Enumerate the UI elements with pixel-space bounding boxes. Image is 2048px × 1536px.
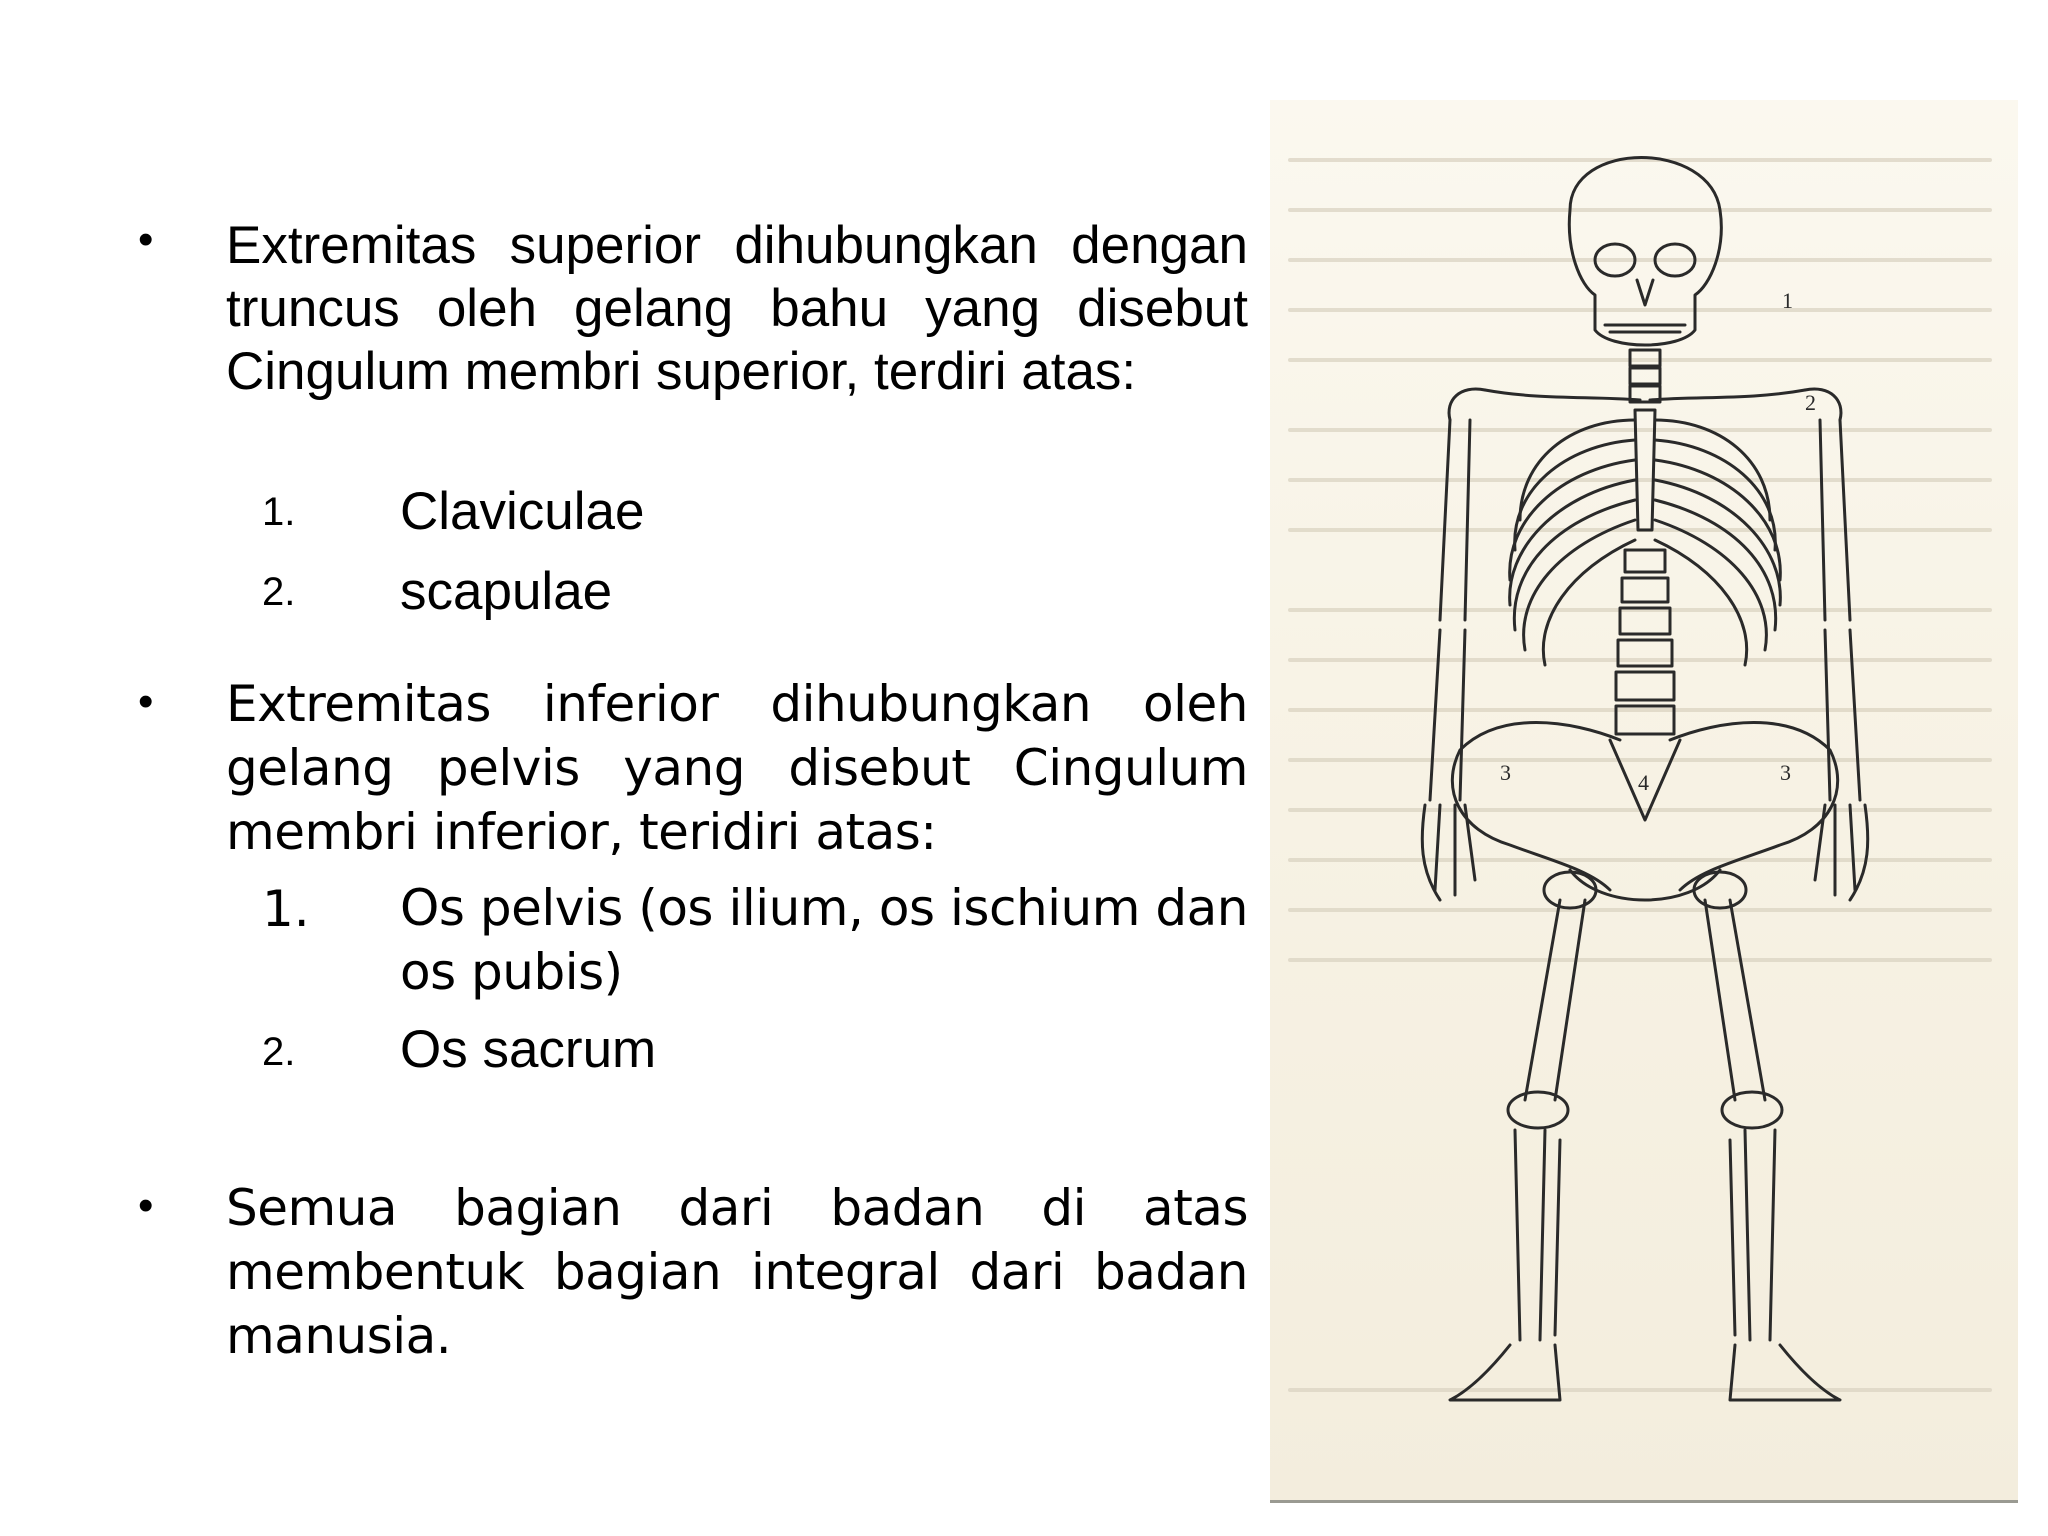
list-number: 2. (262, 570, 296, 614)
bullet-marker: • (138, 1181, 154, 1230)
figure-label-3: 3 (1780, 760, 1791, 785)
bullet-marker: • (138, 215, 154, 264)
figure-label-1: 1 (1782, 288, 1793, 313)
list-number: 1. (262, 880, 310, 938)
skeleton-drawing (1270, 100, 2018, 1500)
list-item-claviculae: Claviculae (400, 482, 645, 541)
list-item-os-sacrum: Os sacrum (400, 1020, 657, 1079)
list-item-scapulae: scapulae (400, 562, 613, 621)
bullet-1-text: Extremitas superior dihubungkan dengan truncus oleh gelang bahu yang disebut Cingulum membri superior, terdiri atas: (226, 216, 1248, 401)
list-number: 2. (262, 1030, 296, 1074)
bullet-2-text: Extremitas inferior dihubungkan oleh gelang pelvis yang disebut Cingulum membri inferior, teridiri atas: (226, 675, 1248, 861)
bullet-3-text: Semua bagian dari badan di atas membentuk bagian integral dari badan manusia. (226, 1179, 1248, 1365)
skeleton-illustration (1270, 100, 2018, 1503)
figure-label-4: 4 (1638, 770, 1649, 795)
list-number: 1. (262, 490, 296, 534)
figure-label-2: 2 (1805, 390, 1816, 415)
figure-label-3: 3 (1500, 760, 1511, 785)
bullet-marker: • (138, 677, 154, 726)
list-item-os-pelvis: Os pelvis (os ilium, os ischium dan os pubis) (400, 879, 1248, 1001)
